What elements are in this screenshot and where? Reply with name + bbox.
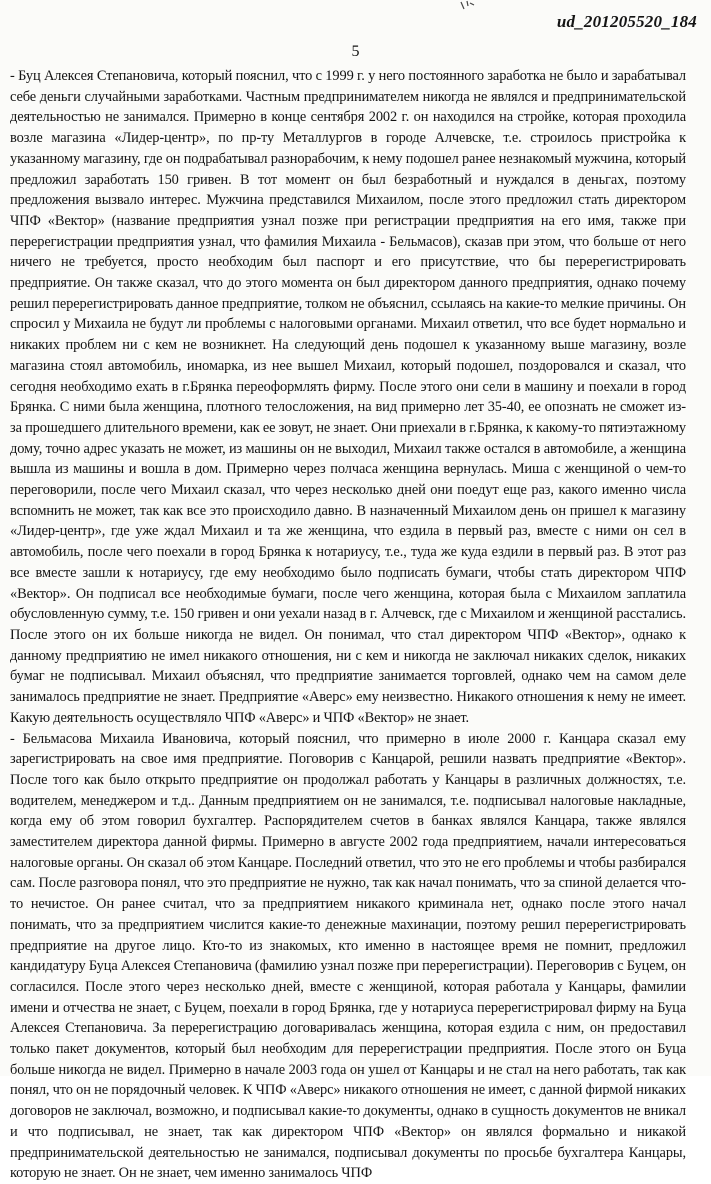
scan-artifact-mark [458,0,478,12]
document-id: ud_201205520_184 [556,12,697,31]
document-body [10,66,686,1184]
page-number: 5 [351,43,360,60]
paragraph-belmasov-testimony: - Бельмасова Михаила Ивановича, который пояснил, что примерно в июле 2000 г. Канцара сказал ему зарегистрировать на свое имя предприятие. Поговорив с Канцарой, решили назвать предприятие «Вектор». После того как было открыто предприятие он продолжал работать у Канцары в различных должностях, т.е. водителем, менеджером и т.д.. Данным предприятием он не занимался, т.е. подписывал налоговые накладные, когда ему об этом говорил бухгалтер. Распорядителем счетов в банках являлся Канцара, также являлся заместителем директора данной фирмы. Примерно в августе 2002 года предприятием, начали интересоваться налоговые органы. Он сказал об этом Канцаре. Последний ответил, что это не его проблемы и чтобы разбирался сам. После разговора понял, что это предприятие не нужно, так как начал понимать, что за спиной делается что-то нечистое. Он ранее считал, что за предприятием никакого криминала нет, однако после этого начал понимать, что за предприятием числится какие-то денежные махинации, поэтому решил перерегистрировать предприятие на другое лицо. Кто-то из знакомых, кто именно в настоящее время не помнит, предложил кандидатуру Буца Алексея Степановича (фамилию узнал позже при перерегистрации). Переговорив с Буцем, он согласился. После этого через несколько дней, вместе с женщиной, которая работала у Канцары, фамилии имени и отчества не знает, с Буцем, поехали в город Брянка, где у нотариуса перерегистрировал фирму на Буца Алексея Степановича. За перерегистрацию договаривалась женщина, которая ездила с ним, он предоставил только пакет документов, который был необходим для перерегистрации предприятия. После этого он Буца больше никогда не видел. Примерно в начале 2003 года он ушел от Канцары и не стал на него работать, так как понял, что он не порядочный человек. К ЧПФ «Аверс» никакого отношения не имеет, с данной фирмой никаких договоров не заключал, возможно, и подписывал какие-то документы, однако в сущность документов не вникал и что подписывал, не знает, так как директором ЧПФ «Вектор» он являлся формально и никакой предпринимательской деятельностью не занимался, подписывал документы по просьбе бухгалтера Канцары, которую не знает. Он не знает, чем именно занималось ЧПФ [10,730,686,1182]
paragraph-buts-testimony: - Буц Алексея Степановича, который пояснил, что с 1999 г. у него постоянного заработка не было и зарабатывал себе деньги случайными заработками. Частным предпринимателем никогда не являлся и предпринимательской деятельностью не занимался. Примерно в конце сентября 2002 г. он находился на стройке, которая проходила возле магазина «Лидер-центр», по пр-ту Металлургов в городе Алчевске, т.е. строилось пристройка к указанному магазину, где он подрабатывал разнорабочим, к нему подошел ранее незнакомый мужчина, который предложил заработать 150 гривен. В тот момент он был безработный и нуждался в деньгах, поэтому предложения вызвало интерес. Мужчина представился Михаилом, после этого предложил стать директором ЧПФ «Вектор» (название предприятия узнал позже при регистрации предприятия на его имя, также при перерегистрации предприятия узнал, что фамилия Михаила - Бельмасов), сказав при этом, что больше от него ничего не требуется, просто необходим был паспорт и его присутствие, что бы перерегистрировать предприятие. Он также сказал, что до этого момента он был директором данного предприятия, однако почему решил перерегистрировать данное предприятие, толком не объяснил, ссылаясь на какие-то мелкие причины. Он спросил у Михаила не будут ли проблемы с налоговыми органами. Михаил ответил, что все будет нормально и никаких проблем ни с кем не возникнет. На следующий день подошел к указанному выше магазину, возле магазина стоял автомобиль, иномарка, из нее вышел Михаил, который подошел, поздоровался и сказал, что сегодня необходимо ехать в г.Брянка переоформлять фирму. После этого они сели в машину и поехали в город Брянка. С ними была женщина, плотного телосложения, на вид примерно лет 35-40, ее опознать не сможет из-за прошедшего длительного времени, как ее зовут, не знает. Они приехали в г.Брянка, к какому-то пятиэтажному дому, точно адрес указать не может, из машины он не выходил, Михаил также остался в автомобиле, а женщина вышла из машины и вошла в дом. Примерно через полчаса женщина вернулась. Миша с женщиной о чем-то переговорили, после чего Михаил сказал, что через несколько дней они поедут еще раз, какого именно числа вспомнить не может, так как все это происходило давно. В назначенный Михаилом день он пришел к магазину «Лидер-центр», где уже ждал Михаил и та же женщина, что ездила в первый раз, вместе с ними он сел в автомобиль, после чего поехали в город Брянка к нотариусу, т.е., туда же куда ездили в первый раз. В этот раз все вместе зашли к нотариусу, где ему необходимо было подписать бумаги, чтобы стать директором ЧПФ «Вектор». Он подписал все необходимые бумаги, после чего женщина, которая была с Михаилом заплатила обусловленную сумму, т.е. 150 гривен и они уехали назад в г. Алчевск, где с Михаилом и женщиной расстались. После этого он их больше никогда не видел. Он понимал, что стал директором ЧПФ «Вектор», однако к данному предприятию не имел никакого отношения, ни с кем и никогда не заключал никаких сделок, никаких бумаг не подписывал. Михаил объяснял, что предприятие занимается торговлей, однако чем на самом деле занималось предприятие не знает. Предприятие «Аверс» ему неизвестно. Никакого отношения к нему не имеет. Какую деятельность осуществляло ЧПФ «Аверс» и ЧПФ «Вектор» не знает. [10,68,686,726]
reverse-side-bleed-through [90,1062,690,1072]
